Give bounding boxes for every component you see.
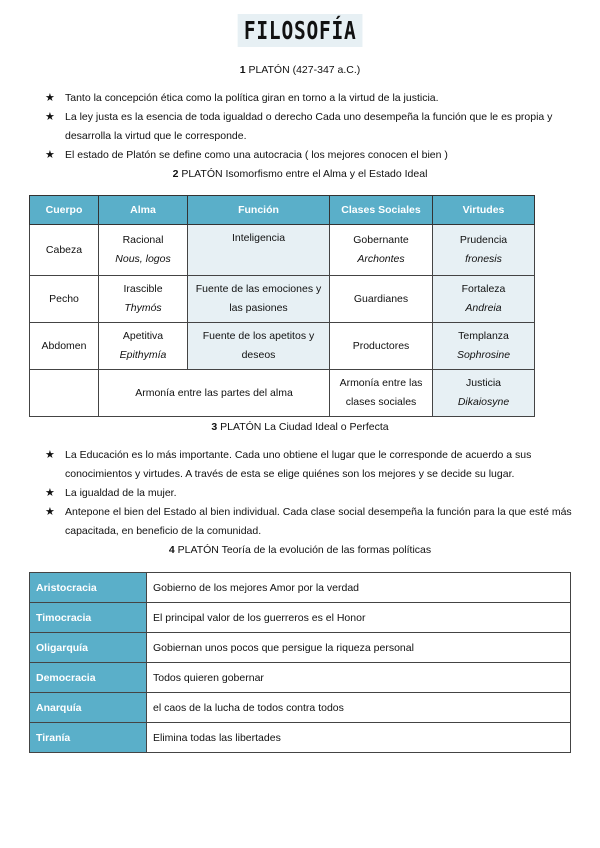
table-row bbox=[30, 633, 571, 663]
list-item: ★ La ley justa es la esencia de toda igualdad o derecho Cada uno desempeña la función que le es propia y desarrolla la virtud que le corresponde. bbox=[45, 108, 575, 146]
cell-alma: Irascible Thymós bbox=[99, 276, 188, 323]
table-row bbox=[30, 276, 535, 323]
header-funcion: Función bbox=[188, 196, 330, 225]
form-name: Oligarquía bbox=[30, 633, 147, 663]
cell-alma: Racional Nous, logos bbox=[99, 225, 188, 276]
table-row bbox=[30, 323, 535, 370]
list-item: ★ El estado de Platón se define como una autocracia ( los mejores conocen el bien ) bbox=[45, 146, 575, 165]
page-title: FILOSOFÍA bbox=[0, 14, 600, 47]
form-desc: Gobiernan unos pocos que persigue la riqueza personal bbox=[147, 633, 571, 663]
header-clases: Clases Sociales bbox=[330, 196, 433, 225]
form-name: Timocracia bbox=[30, 603, 147, 633]
table-row bbox=[30, 603, 571, 633]
star-icon: ★ bbox=[45, 149, 55, 161]
star-icon: ★ bbox=[45, 487, 55, 499]
bullet-list-3 bbox=[45, 446, 575, 541]
table-row bbox=[30, 370, 535, 417]
table-row bbox=[30, 573, 571, 603]
form-name: Tiranía bbox=[30, 723, 147, 753]
form-desc: Elimina todas las libertades bbox=[147, 723, 571, 753]
cell-funcion: Inteligencia bbox=[188, 225, 330, 276]
cell-virtud: Justicia Dikaiosyne bbox=[433, 370, 535, 417]
cell-clase: Gobernante Archontes bbox=[330, 225, 433, 276]
form-desc: Todos quieren gobernar bbox=[147, 663, 571, 693]
cell-virtud: Prudencia fronesis bbox=[433, 225, 535, 276]
header-cuerpo: Cuerpo bbox=[30, 196, 99, 225]
form-name: Anarquía bbox=[30, 693, 147, 723]
cell-virtud: Fortaleza Andreia bbox=[433, 276, 535, 323]
cell-cuerpo: Pecho bbox=[30, 276, 99, 323]
soul-state-table bbox=[29, 195, 535, 417]
table-header-row bbox=[30, 196, 535, 225]
star-icon: ★ bbox=[45, 449, 55, 461]
form-desc: Gobierno de los mejores Amor por la verdad bbox=[147, 573, 571, 603]
star-icon: ★ bbox=[45, 506, 55, 518]
star-icon: ★ bbox=[45, 92, 55, 104]
cell-armonia-alma: Armonía entre las partes del alma bbox=[99, 370, 330, 417]
cell-clase: Guardianes bbox=[330, 276, 433, 323]
star-icon: ★ bbox=[45, 111, 55, 123]
cell-virtud: Templanza Sophrosine bbox=[433, 323, 535, 370]
cell-cuerpo: Cabeza bbox=[30, 225, 99, 276]
form-name: Democracia bbox=[30, 663, 147, 693]
header-alma: Alma bbox=[99, 196, 188, 225]
cell-cuerpo: Abdomen bbox=[30, 323, 99, 370]
cell-clase: Productores bbox=[330, 323, 433, 370]
table-row bbox=[30, 693, 571, 723]
form-name: Aristocracia bbox=[30, 573, 147, 603]
list-item: ★ Tanto la concepción ética como la política giran en torno a la virtud de la justicia. bbox=[45, 89, 575, 108]
section-heading-2: 2 PLATÓN Isomorfismo entre el Alma y el Estado Ideal bbox=[172, 168, 428, 180]
cell-cuerpo bbox=[30, 370, 99, 417]
table-row bbox=[30, 663, 571, 693]
section-heading-1: 1 PLATÓN (427-347 a.C.) bbox=[239, 64, 361, 76]
list-item: ★ La igualdad de la mujer. bbox=[45, 484, 575, 503]
header-virtudes: Virtudes bbox=[433, 196, 535, 225]
section-heading-4: 4 PLATÓN Teoría de la evolución de las formas políticas bbox=[168, 544, 432, 556]
cell-armonia-clases: Armonía entre las clases sociales bbox=[330, 370, 433, 417]
form-desc: el caos de la lucha de todos contra todos bbox=[147, 693, 571, 723]
table-row bbox=[30, 723, 571, 753]
form-desc: El principal valor de los guerreros es el Honor bbox=[147, 603, 571, 633]
cell-funcion: Fuente de las emociones y las pasiones bbox=[188, 276, 330, 323]
section-heading-3: 3 PLATÓN La Ciudad Ideal o Perfecta bbox=[211, 421, 389, 433]
cell-alma: Apetitiva Epithymía bbox=[99, 323, 188, 370]
bullet-list-1 bbox=[45, 89, 575, 165]
list-item: ★ La Educación es lo más importante. Cada uno obtiene el lugar que le corresponde de acuerdo a sus conocimientos y virtudes. A través de esta se elige quiénes son los mejores y se decide su lugar. bbox=[45, 446, 575, 484]
table-row bbox=[30, 225, 535, 276]
list-item: ★ Antepone el bien del Estado al bien individual. Cada clase social desempeña la función para la que esté más capacitada, en beneficio de la comunidad. bbox=[45, 503, 575, 541]
political-forms-table bbox=[29, 572, 571, 753]
cell-funcion: Fuente de los apetitos y deseos bbox=[188, 323, 330, 370]
